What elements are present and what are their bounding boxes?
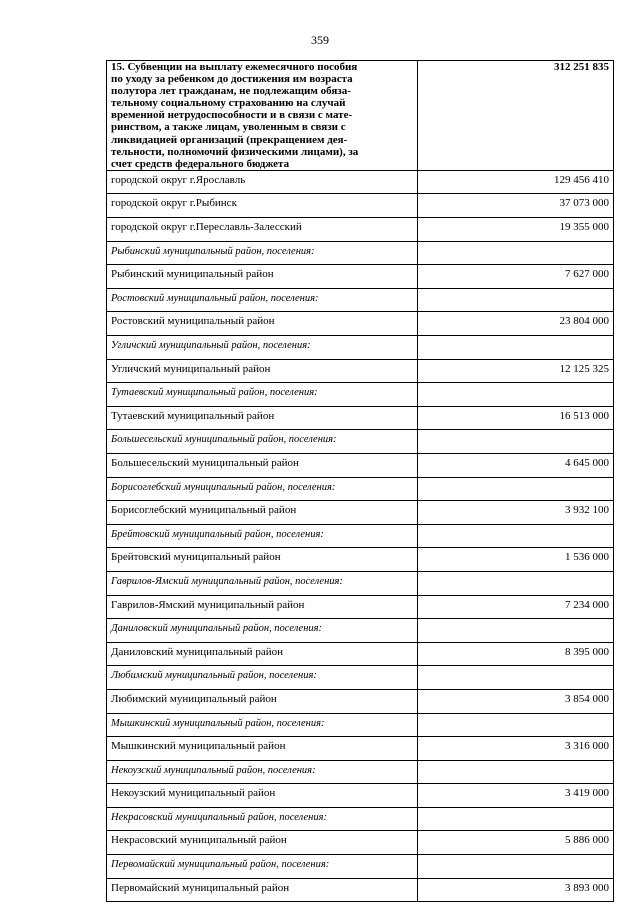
amount-cell: 5 886 000 <box>418 831 614 855</box>
district-name: Гаврилов-Ямский муниципальный район <box>107 595 418 619</box>
amount-cell <box>418 336 614 360</box>
subheading-label: Большесельский муниципальный район, поселения: <box>107 430 418 454</box>
amount-cell: 19 355 000 <box>418 218 614 242</box>
subheading-row <box>107 807 614 831</box>
subheading-row <box>107 713 614 737</box>
district-name: Некоузский муниципальный район <box>107 784 418 808</box>
district-name: Тутаевский муниципальный район <box>107 406 418 430</box>
subheading-row <box>107 336 614 360</box>
table-row <box>107 831 614 855</box>
subheading-row <box>107 477 614 501</box>
subheading-label: Мышкинский муниципальный район, поселения: <box>107 713 418 737</box>
subheading-label: Гаврилов-Ямский муниципальный район, поселения: <box>107 571 418 595</box>
amount-cell <box>418 383 614 407</box>
amount-cell: 16 513 000 <box>418 406 614 430</box>
subheading-row <box>107 666 614 690</box>
table-row <box>107 170 614 194</box>
district-name: Первомайский муниципальный район <box>107 878 418 902</box>
table-row <box>107 265 614 289</box>
section-title-line: полутора лет гражданам, не подлежащим обяза- <box>111 85 351 98</box>
district-name: Некрасовский муниципальный район <box>107 831 418 855</box>
subheading-row <box>107 571 614 595</box>
district-name: Рыбинский муниципальный район <box>107 265 418 289</box>
subheading-row <box>107 524 614 548</box>
amount-cell: 8 395 000 <box>418 642 614 666</box>
amount-cell <box>418 807 614 831</box>
amount-cell <box>418 619 614 643</box>
district-name: Брейтовский муниципальный район <box>107 548 418 572</box>
amount-cell: 4 645 000 <box>418 453 614 477</box>
subheading-label: Тутаевский муниципальный район, поселения: <box>107 383 418 407</box>
amount-cell: 3 932 100 <box>418 501 614 525</box>
section-title-line: 15. Субвенции на выплату ежемесячного пособия <box>111 61 358 73</box>
table-row <box>107 194 614 218</box>
subheading-row <box>107 855 614 879</box>
amount-cell <box>418 666 614 690</box>
amount-cell <box>418 571 614 595</box>
subheading-label: Борисоглебский муниципальный район, поселения: <box>107 477 418 501</box>
table-row <box>107 642 614 666</box>
table-row <box>107 406 614 430</box>
amount-cell: 37 073 000 <box>418 194 614 218</box>
amount-cell: 7 234 000 <box>418 595 614 619</box>
district-name: Любимский муниципальный район <box>107 689 418 713</box>
subheading-label: Любимский муниципальный район, поселения: <box>107 666 418 690</box>
subheading-label: Брейтовский муниципальный район, поселения: <box>107 524 418 548</box>
table-row <box>107 453 614 477</box>
section-title-line: по уходу за ребенком до достижения им возраста <box>111 73 353 86</box>
section-title-line: тельности, полномочий физическими лицами), за <box>111 145 359 158</box>
page-number: 359 <box>311 33 329 47</box>
subheading-label: Ростовский муниципальный район, поселения: <box>107 288 418 312</box>
table-row <box>107 689 614 713</box>
table-row <box>107 312 614 336</box>
subheading-row <box>107 430 614 454</box>
amount-cell <box>418 288 614 312</box>
amount-cell <box>418 430 614 454</box>
table-row <box>107 784 614 808</box>
district-name: городской округ г.Переславль-Залесский <box>107 218 418 242</box>
district-name: Даниловский муниципальный район <box>107 642 418 666</box>
table-row <box>107 548 614 572</box>
district-name: Большесельский муниципальный район <box>107 453 418 477</box>
district-name: Угличский муниципальный район <box>107 359 418 383</box>
section-title-line: временной нетрудоспособности и в связи с мате- <box>111 109 353 122</box>
section-title-line: ликвидацией организаций (прекращением дея- <box>111 133 348 146</box>
amount-cell <box>418 713 614 737</box>
amount-cell: 1 536 000 <box>418 548 614 572</box>
subheading-label: Угличский муниципальный район, поселения: <box>107 336 418 360</box>
subheading-row <box>107 619 614 643</box>
district-name: городской округ г.Ярославль <box>107 170 418 194</box>
subheading-label: Некоузский муниципальный район, поселения: <box>107 760 418 784</box>
section-title-line: тельному социальному страхованию на случай <box>111 97 346 110</box>
amount-cell: 7 627 000 <box>418 265 614 289</box>
section-header-row <box>107 61 614 171</box>
subheading-row <box>107 383 614 407</box>
section-total: 312 251 835 <box>418 61 614 171</box>
amount-cell: 129 456 410 <box>418 170 614 194</box>
district-name: Мышкинский муниципальный район <box>107 737 418 761</box>
district-name: городской округ г.Рыбинск <box>107 194 418 218</box>
amount-cell: 12 125 325 <box>418 359 614 383</box>
subheading-row <box>107 288 614 312</box>
amount-cell <box>418 477 614 501</box>
table-row <box>107 595 614 619</box>
subheading-label: Первомайский муниципальный район, поселения: <box>107 855 418 879</box>
subheading-label: Некрасовский муниципальный район, поселения: <box>107 807 418 831</box>
amount-cell <box>418 241 614 265</box>
table-row <box>107 218 614 242</box>
table-row <box>107 501 614 525</box>
subheading-label: Даниловский муниципальный район, поселения: <box>107 619 418 643</box>
subheading-row <box>107 241 614 265</box>
table-row <box>107 737 614 761</box>
amount-cell: 23 804 000 <box>418 312 614 336</box>
section-title <box>107 61 418 171</box>
amount-cell: 3 419 000 <box>418 784 614 808</box>
amount-cell: 3 316 000 <box>418 737 614 761</box>
amount-cell <box>418 855 614 879</box>
section-title-line: ринством, а также лицам, уволенным в связи с <box>111 121 346 134</box>
table-row <box>107 878 614 902</box>
amount-cell: 3 893 000 <box>418 878 614 902</box>
subvention-table <box>106 60 614 902</box>
amount-cell <box>418 524 614 548</box>
district-name: Борисоглебский муниципальный район <box>107 501 418 525</box>
subheading-row <box>107 760 614 784</box>
table-row <box>107 359 614 383</box>
amount-cell <box>418 760 614 784</box>
subheading-label: Рыбинский муниципальный район, поселения: <box>107 241 418 265</box>
district-name: Ростовский муниципальный район <box>107 312 418 336</box>
amount-cell: 3 854 000 <box>418 689 614 713</box>
section-title-line: счет средств федерального бюджета <box>111 157 290 170</box>
